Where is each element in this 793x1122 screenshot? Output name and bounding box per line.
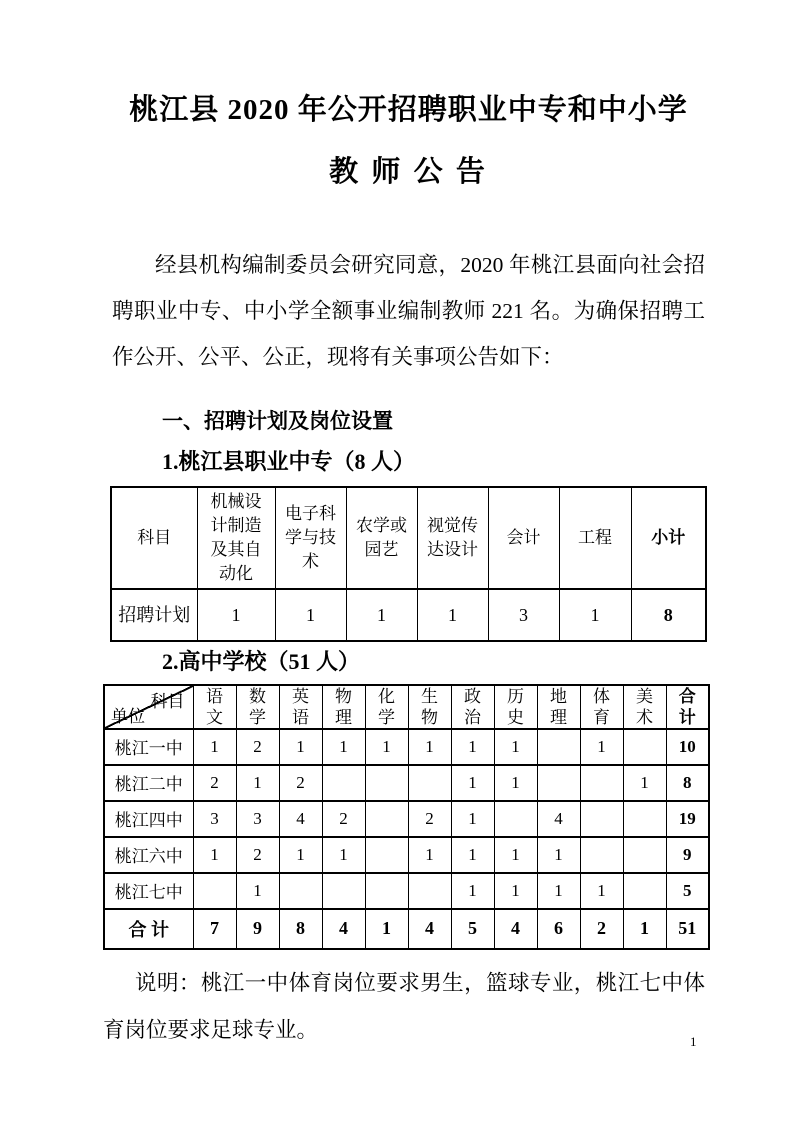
table-cell: 2	[322, 801, 365, 837]
subject-header	[322, 685, 365, 729]
table-cell: 1	[537, 873, 580, 909]
subject-header	[537, 685, 580, 729]
subject-header	[580, 685, 623, 729]
table-cell: 1	[451, 837, 494, 873]
table-cell: 1	[494, 837, 537, 873]
table-cell: 1	[236, 873, 279, 909]
vocational-header-col: 电子科学与技术	[275, 487, 346, 589]
vocational-header-subtotal: 小计	[631, 487, 706, 589]
page-number: 1	[690, 1034, 697, 1049]
table-cell	[623, 801, 666, 837]
subject-header-label: 美术	[636, 686, 653, 727]
table-cell: 1	[236, 765, 279, 801]
table-cell	[623, 873, 666, 909]
table-cell	[580, 837, 623, 873]
vocational-header-col: 视觉传达设计	[417, 487, 488, 589]
table-cell	[580, 765, 623, 801]
table-cell: 1	[322, 729, 365, 765]
table-total-row	[104, 909, 709, 949]
table-cell: 1	[623, 765, 666, 801]
document-title-line1: 桃江县 2020 年公开招聘职业中专和中小学	[129, 94, 688, 126]
table-cell: 1	[451, 765, 494, 801]
subject-header	[494, 685, 537, 729]
subject-header	[623, 685, 666, 729]
table-cell	[322, 873, 365, 909]
table-cell	[537, 765, 580, 801]
table-cell	[365, 837, 408, 873]
subject-header-label: 英语	[292, 686, 309, 727]
table-cell	[623, 729, 666, 765]
table-cell	[365, 765, 408, 801]
row-total-cell: 5	[666, 873, 709, 909]
table-cell: 1	[559, 589, 631, 641]
table-cell	[408, 765, 451, 801]
row-total-cell: 9	[666, 837, 709, 873]
subject-header-label: 语文	[206, 686, 223, 727]
vocational-table-header-row	[111, 487, 706, 589]
table-cell	[537, 729, 580, 765]
diagonal-corner-cell	[104, 685, 193, 729]
table-cell: 2	[193, 765, 236, 801]
table-cell: 1	[580, 729, 623, 765]
table-cell: 1	[494, 765, 537, 801]
subject-header-label: 政治	[464, 686, 481, 727]
section-heading: 一、招聘计划及岗位设置	[162, 409, 393, 433]
corner-label-unit: 单位	[111, 706, 145, 726]
table-cell: 1	[193, 837, 236, 873]
subject-header	[279, 685, 322, 729]
table-cell: 1	[537, 837, 580, 873]
vocational-row-label: 招聘计划	[111, 589, 197, 641]
table-cell: 3	[236, 801, 279, 837]
subject-header-label: 数学	[249, 686, 266, 727]
table-cell: 3	[488, 589, 559, 641]
table-cell	[193, 873, 236, 909]
table-cell: 2	[408, 801, 451, 837]
table-cell: 3	[193, 801, 236, 837]
table-cell	[623, 837, 666, 873]
vocational-header-col: 农学或园艺	[346, 487, 417, 589]
total-row-label: 合 计	[104, 909, 193, 949]
table-cell: 2	[580, 909, 623, 949]
table-cell: 4	[537, 801, 580, 837]
table-cell: 1	[451, 801, 494, 837]
table-cell: 8	[279, 909, 322, 949]
high-school-header-row	[104, 685, 709, 729]
school-label: 桃江六中	[104, 837, 193, 873]
subject-header	[451, 685, 494, 729]
row-total-cell: 19	[666, 801, 709, 837]
table-cell	[322, 765, 365, 801]
table-cell: 1	[322, 837, 365, 873]
vocational-header-col: 工程	[559, 487, 631, 589]
total-header	[666, 685, 709, 729]
table-cell: 1	[494, 873, 537, 909]
row-total-cell: 10	[666, 729, 709, 765]
table-cell: 1	[346, 589, 417, 641]
corner-label-subject: 科目	[150, 691, 185, 711]
vocational-header-col: 会计	[488, 487, 559, 589]
subject-header	[193, 685, 236, 729]
table-cell: 2	[236, 837, 279, 873]
school-label: 桃江二中	[104, 765, 193, 801]
table-cell	[408, 873, 451, 909]
intro-paragraph: 经县机构编制委员会研究同意，2020 年桃江县面向社会招聘职业中专、中小学全额事业编制教师 221 名。为确保招聘工作公开、公平、公正，现将有关事项公告如下：	[112, 253, 705, 369]
subject-header	[236, 685, 279, 729]
school-label: 桃江四中	[104, 801, 193, 837]
table-cell: 1	[408, 729, 451, 765]
table-cell: 4	[279, 801, 322, 837]
table-cell	[580, 801, 623, 837]
table-cell: 5	[451, 909, 494, 949]
subject-header-label: 生物	[421, 686, 438, 727]
table-cell: 1	[494, 729, 537, 765]
high-school-table	[103, 684, 710, 950]
table-cell: 4	[408, 909, 451, 949]
table-cell	[494, 801, 537, 837]
table-cell: 2	[279, 765, 322, 801]
table-cell: 1	[275, 589, 346, 641]
table-cell-subtotal: 8	[631, 589, 706, 641]
total-header-label: 合计	[678, 686, 696, 727]
table-cell: 1	[417, 589, 488, 641]
table-cell: 1	[623, 909, 666, 949]
table-row	[104, 729, 709, 765]
table-row	[104, 801, 709, 837]
grand-total-cell: 51	[666, 909, 709, 949]
vocational-header-subject: 科目	[111, 487, 197, 589]
vocational-table	[110, 486, 707, 642]
table-cell: 1	[279, 837, 322, 873]
table-cell: 6	[537, 909, 580, 949]
table-cell: 1	[365, 909, 408, 949]
explanation-note: 说明：桃江一中体育岗位要求男生，篮球专业，桃江七中体育岗位要求足球专业。	[103, 970, 705, 1042]
subject-header-label: 体育	[593, 686, 610, 727]
table-cell	[365, 873, 408, 909]
table-cell: 1	[408, 837, 451, 873]
subject-header	[408, 685, 451, 729]
high-school-heading: 2.高中学校（51 人）	[162, 648, 361, 674]
vocational-header-col: 机械设计制造及其自动化	[197, 487, 275, 589]
school-label: 桃江一中	[104, 729, 193, 765]
subject-header-label: 历史	[507, 686, 524, 727]
subject-header	[365, 685, 408, 729]
table-row	[104, 837, 709, 873]
table-cell: 2	[236, 729, 279, 765]
subject-header-label: 物理	[335, 686, 352, 727]
table-row	[104, 765, 709, 801]
table-cell	[365, 801, 408, 837]
table-cell: 1	[451, 873, 494, 909]
table-cell: 4	[322, 909, 365, 949]
table-cell: 7	[193, 909, 236, 949]
document-title-line2: 教 师 公 告	[329, 156, 488, 188]
vocational-table-data-row	[111, 589, 706, 641]
table-cell: 1	[193, 729, 236, 765]
table-cell: 1	[197, 589, 275, 641]
school-label: 桃江七中	[104, 873, 193, 909]
table-cell: 9	[236, 909, 279, 949]
row-total-cell: 8	[666, 765, 709, 801]
subject-header-label: 地理	[550, 686, 567, 727]
table-cell	[279, 873, 322, 909]
subject-header-label: 化学	[378, 686, 395, 727]
table-cell: 1	[451, 729, 494, 765]
table-row	[104, 873, 709, 909]
table-cell: 1	[580, 873, 623, 909]
table-cell: 1	[279, 729, 322, 765]
table-cell: 1	[365, 729, 408, 765]
table-cell: 4	[494, 909, 537, 949]
vocational-heading: 1.桃江县职业中专（8 人）	[162, 448, 416, 474]
